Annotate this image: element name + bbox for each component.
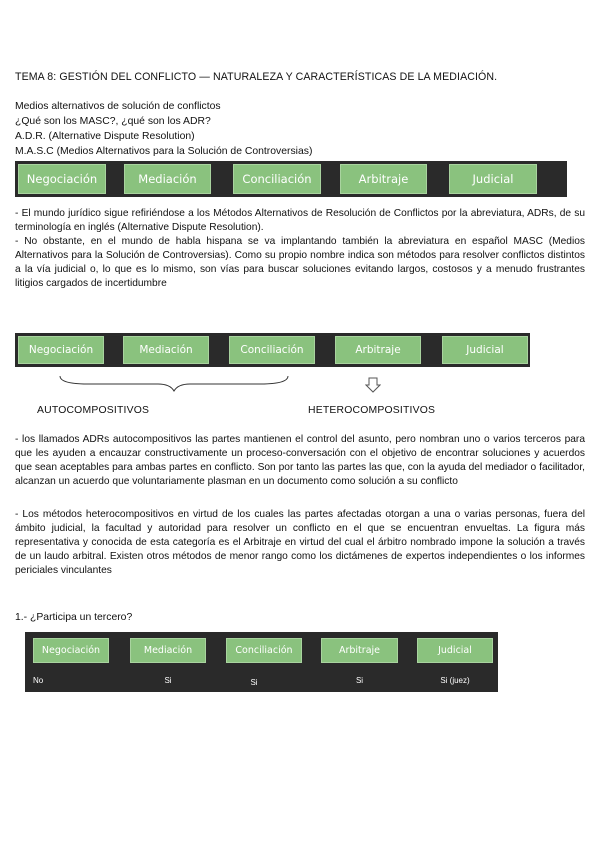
paragraph-1: - El mundo jurídico sigue refiriéndose a los Métodos Alternativos de Resolución de Conflictos por la abreviatura, ADRs, de su terminología en inglés (Alternative Dispute Resolution).	[15, 208, 585, 233]
method-arbitraje-2: Arbitraje	[335, 336, 421, 364]
method-conciliacion-2: Conciliación	[229, 336, 315, 364]
method-judicial-2: Judicial	[442, 336, 528, 364]
intro-line-2: ¿Qué son los MASC?, ¿qué son los ADR?	[15, 116, 211, 127]
intro-line-3: A.D.R. (Alternative Dispute Resolution)	[15, 131, 195, 142]
intro-line-1: Medios alternativos de solución de conflictos	[15, 101, 221, 112]
method-arbitraje-1: Arbitraje	[340, 164, 427, 194]
methods-bar-2	[15, 333, 530, 367]
method-conciliacion-3: Conciliación	[226, 638, 302, 663]
answer-judicial: Si (juez)	[440, 676, 470, 685]
methods-bar-3	[25, 632, 498, 692]
question-label: 1.- ¿Participa un tercero?	[15, 612, 133, 623]
method-arbitraje-3: Arbitraje	[321, 638, 398, 663]
paragraph-2: - No obstante, en el mundo de habla hispana se va implantando también la abreviatura en español MASC (Medios Alternativos para la Solución de Controversias). Como su propio nombre indica son métodos para resolver conflictos distintos a la vía judicial o, lo que es lo mismo, son vías para buscar soluciones evitando largos, costosos y a menudo frustrantes litigios cargados de incertidumbre	[15, 236, 585, 289]
paragraph-3: - los llamados ADRs autocompositivos las partes mantienen el control del asunto, pero nombran uno o varios terceros para que les ayuden a encauzar constructivamente un proceso-conversación con el objetivo de encontrar soluciones y acuerdos que sean aceptables para ambas partes en conflicto. Son por tanto las partes las que, con la ayuda del mediador o facilitador, alcanzan un acuerdo que voluntariamente plasman en un documento como solución a su conflicto	[15, 434, 585, 487]
answer-negociacion: No	[33, 676, 44, 685]
heterocompositivos-label: HETEROCOMPOSITIVOS	[308, 405, 436, 416]
autocompositivos-label: AUTOCOMPOSITIVOS	[37, 405, 150, 416]
method-negociacion-2: Negociación	[18, 336, 104, 364]
page-title: TEMA 8: GESTIÓN DEL CONFLICTO — NATURALEZA Y CARACTERÍSTICAS DE LA MEDIACIÓN.	[15, 71, 498, 83]
method-negociacion-1: Negociación	[18, 164, 106, 194]
method-judicial-3: Judicial	[417, 638, 493, 663]
intro-line-4: M.A.S.C (Medios Alternativos para la Solución de Controversias)	[15, 146, 313, 157]
method-mediacion-2: Mediación	[123, 336, 209, 364]
answer-arbitraje: Si	[355, 676, 364, 685]
down-arrow-icon	[365, 377, 381, 393]
method-judicial-1: Judicial	[449, 164, 537, 194]
paragraph-4: - Los métodos heterocompositivos en virtud de los cuales las partes afectadas otorgan a una o varias personas, fuera del ámbito judicial, la facultad y autoridad para resolver un conflicto en el que se encuentran envueltas. La figura más representativa y conocida de esta categoría es el Arbitraje en virtud del cual el árbitro nombrado impone la solución a través de un laudo arbitral. Existen otros métodos de menor rango como los dictámenes de expertos independientes o los informes periciales vinculantes	[15, 509, 585, 576]
method-conciliacion-1: Conciliación	[233, 164, 321, 194]
answer-mediacion: Si	[164, 676, 172, 685]
methods-bar-1	[15, 161, 567, 197]
brace-icon	[58, 374, 290, 394]
method-negociacion-3: Negociación	[33, 638, 109, 663]
answer-conciliacion: Si	[250, 678, 258, 687]
method-mediacion-1: Mediación	[124, 164, 211, 194]
method-mediacion-3: Mediación	[130, 638, 206, 663]
